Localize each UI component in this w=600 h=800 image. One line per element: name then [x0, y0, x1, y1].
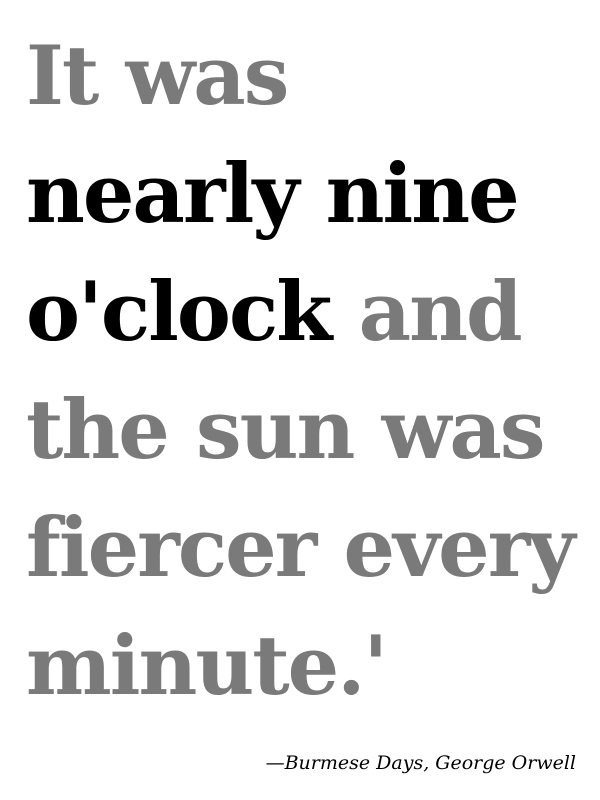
quote-line-4: the sun was: [26, 383, 544, 478]
quote-line-3: [26, 254, 596, 372]
quote-block: [26, 18, 596, 726]
quote-line-5: fiercer every: [26, 501, 574, 596]
quote-line-2-highlight: nearly nine: [26, 147, 518, 242]
quote-line-3-highlight: o'clock: [26, 265, 331, 360]
quote-line-1: It was: [26, 29, 288, 124]
quote-line-3-rest: and: [358, 265, 521, 360]
quote-line-6: minute.': [26, 619, 387, 714]
quote-attribution: —Burmese Days, George Orwell: [265, 752, 576, 774]
